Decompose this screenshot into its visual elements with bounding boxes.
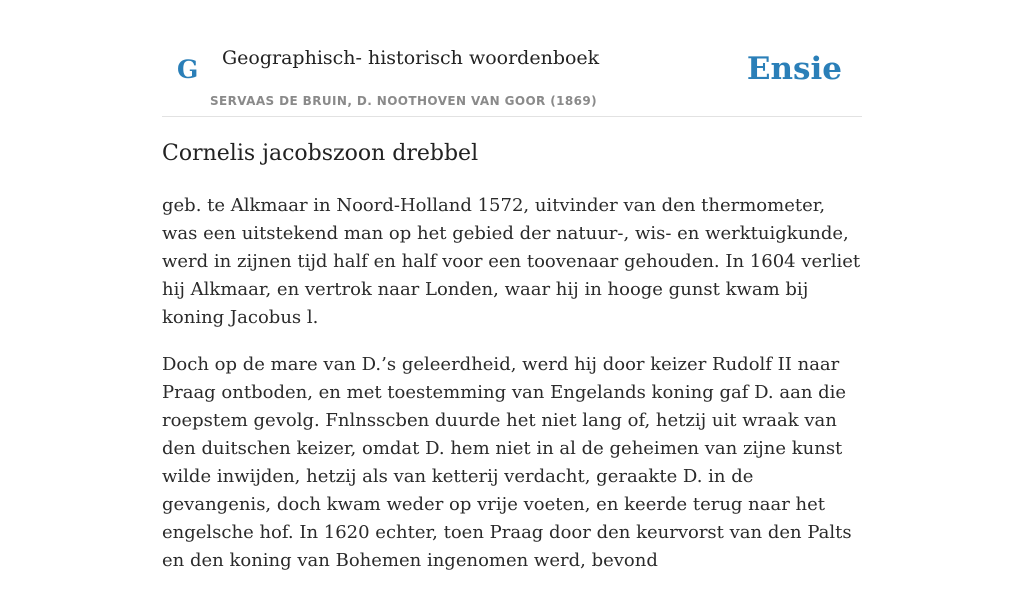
book-header xyxy=(162,0,862,117)
entry-body xyxy=(162,192,862,594)
ensie-brand-link[interactable]: Ensie xyxy=(746,51,842,87)
book-authors: SERVAAS DE BRUIN, D. NOOTHOVEN VAN GOOR (1869) xyxy=(210,94,598,108)
entry-paragraph-1: geb. te Alkmaar in Noord-Holland 1572, uitvinder van den thermometer, was een uitstekend man op het gebied der natuur-, wis- en werktuigkunde, werd in zijnen tijd half en half voor een toovenaar gehouden. In 1604 verliet hij Alkmaar, en vertrok naar Londen, waar hij in hooge gunst kwam bij koning Jacobus l. xyxy=(162,195,861,328)
entry-paragraph-2: Doch op de mare van D.’s geleerdheid, werd hij door keizer Rudolf II naar Praag ontboden, en met toestemming van Engelands koning gaf D. aan die roepstem gevolg. Fnlnsscben duurde het niet lang of, hetzij uit wraak van den duitschen keizer, omdat D. hem niet in al de geheimen van zijne kunst wilde inwijden, hetzij als van ketterij verdacht, geraakte D. in de gevangenis, doch kwam weder op vrije voeten, en keerde terug naar het engelsche hof. In 1620 echter, toen Praag door den keurvorst van den Palts en den koning van Bohemen ingenomen werd, bevond xyxy=(162,354,852,571)
entry-title: Cornelis jacobszoon drebbel xyxy=(162,141,479,166)
page xyxy=(162,0,862,571)
book-logo-letter[interactable]: G xyxy=(177,55,199,84)
book-title[interactable]: Geographisch- historisch woordenboek xyxy=(222,47,600,69)
